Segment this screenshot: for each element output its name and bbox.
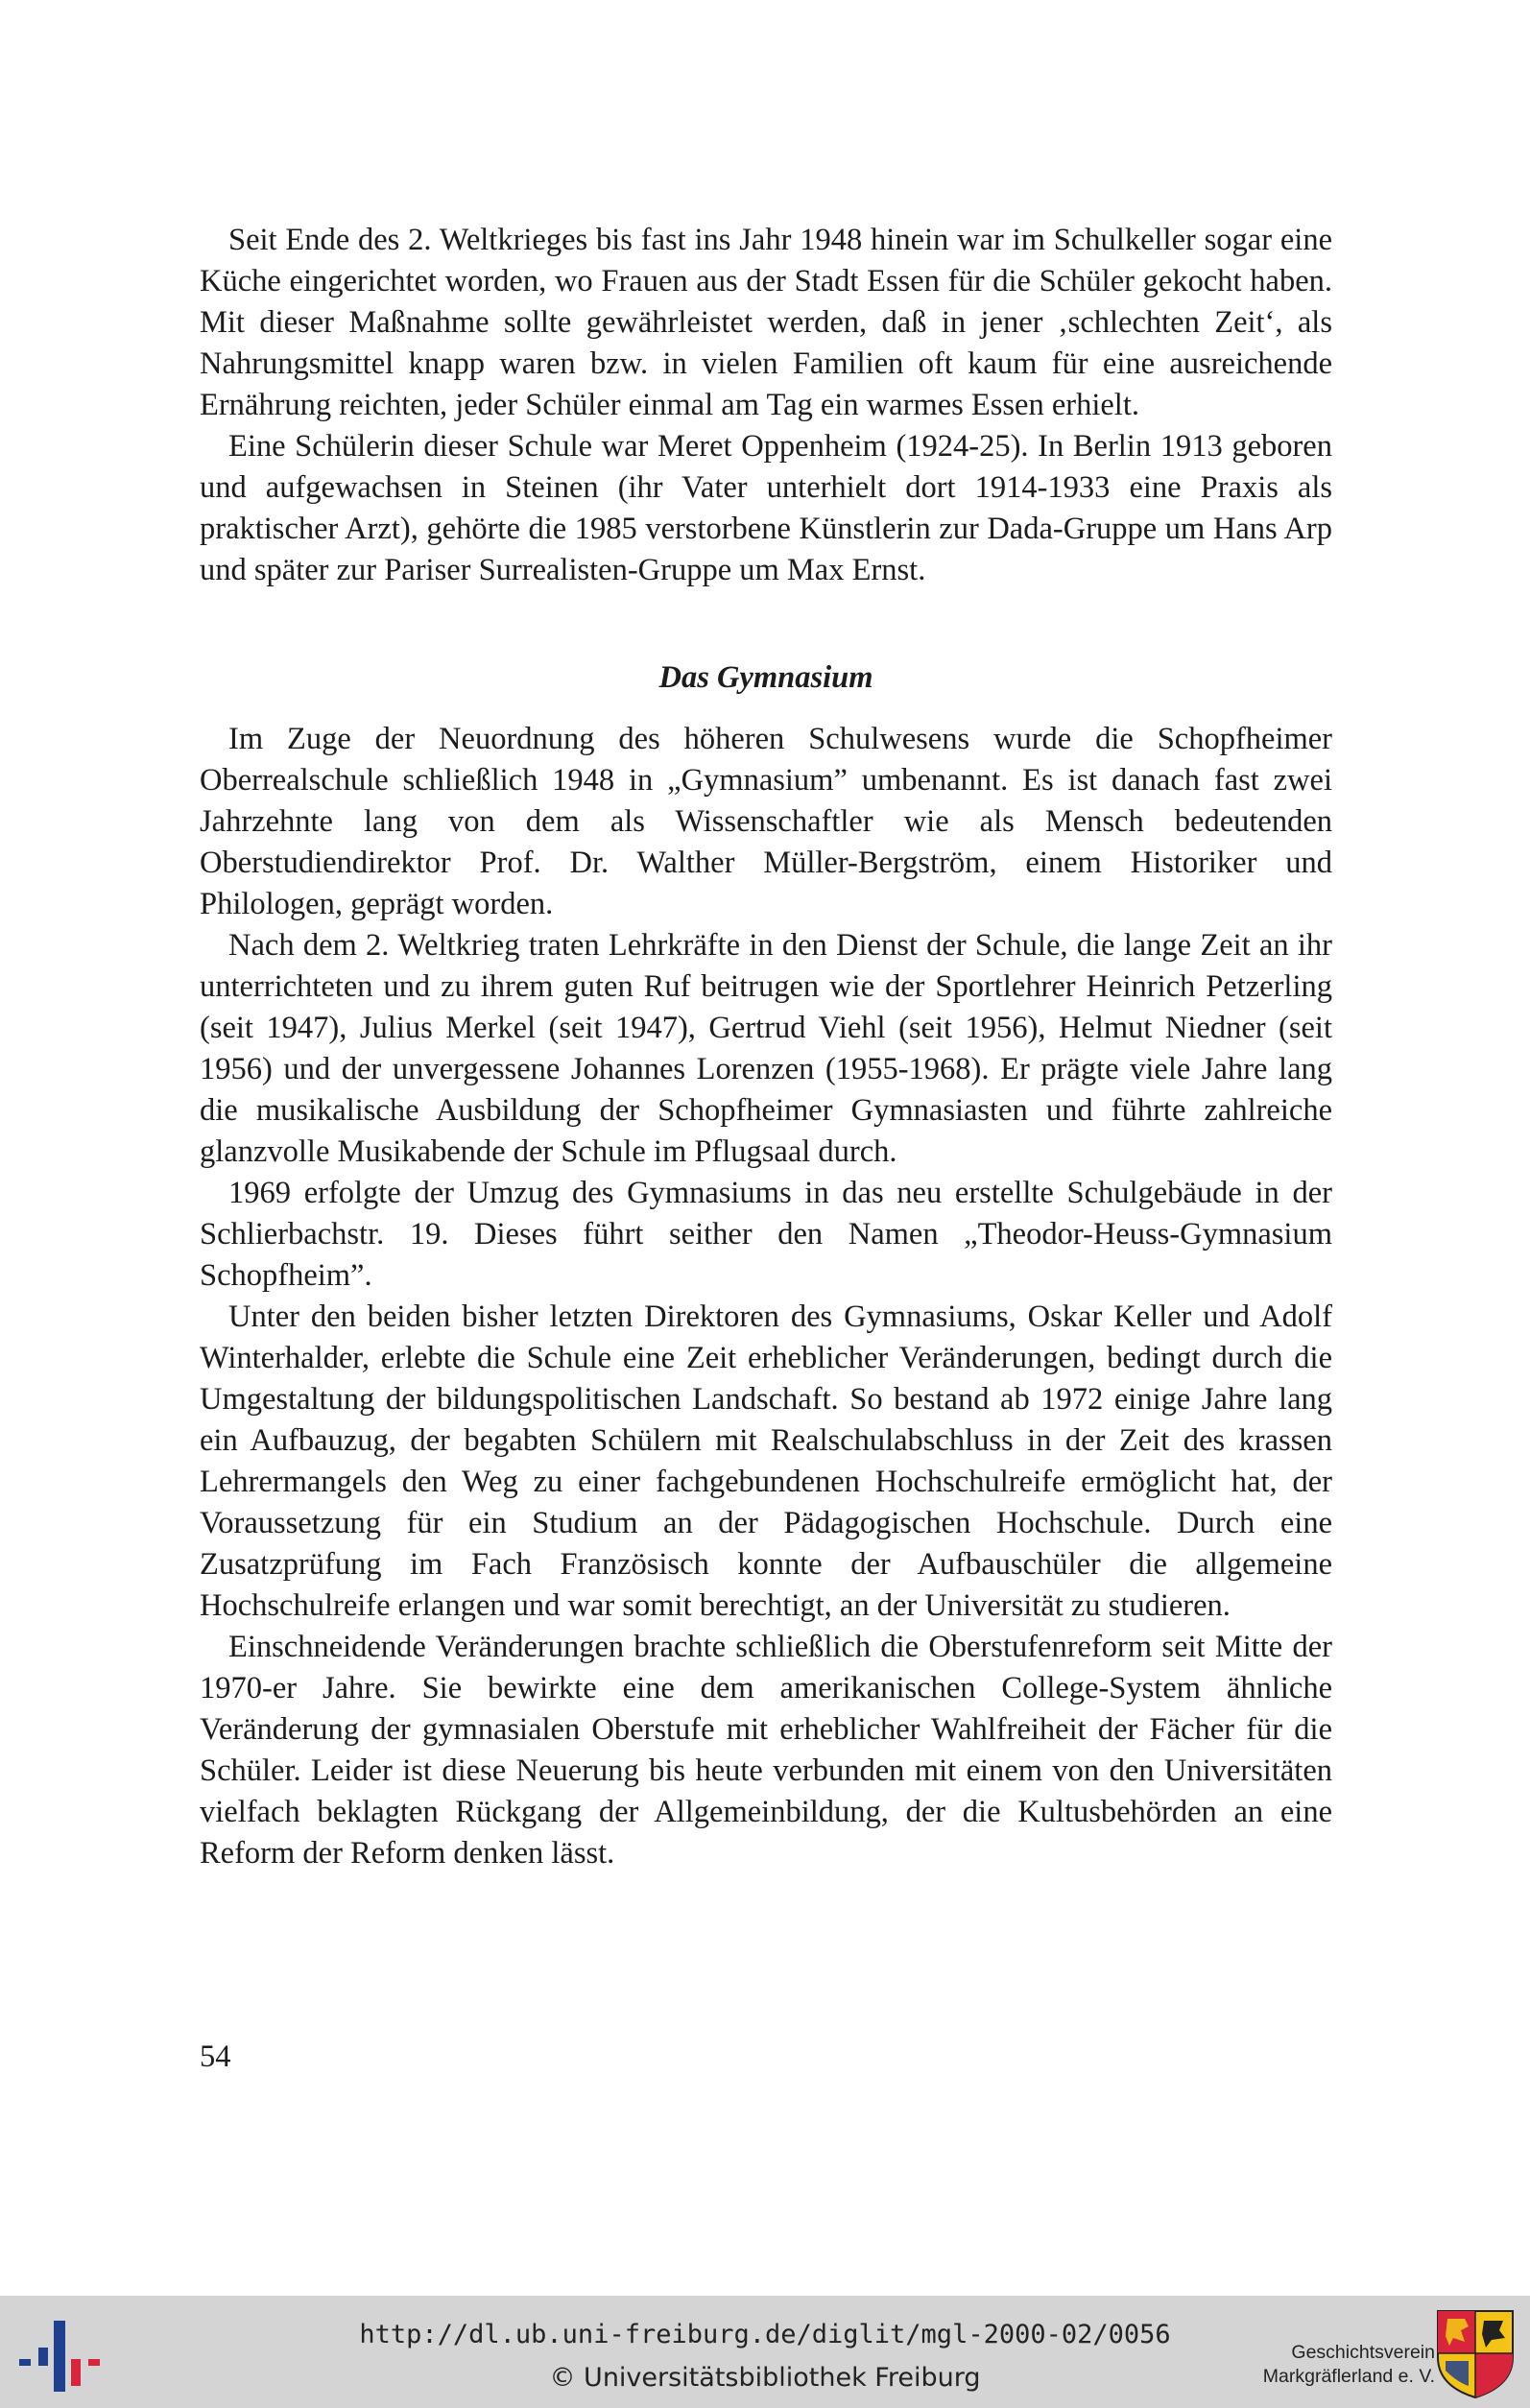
- footer-copyright: © Universitätsbibliothek Freiburg: [549, 2363, 981, 2393]
- paragraph: Einschneidende Veränderungen brachte schließlich die Oberstufenreform seit Mitte der 1970-er Jahre. Sie bewirkte eine dem amerikanischen College-System ähnliche Veränderung der gymnasialen Oberstufe mit erheblicher Wahlfreiheit der Fächer für die Schüler. Leider ist diese Neuerung bis heute verbunden mit einem von den Universitäten vielfach beklagten Rückgang der Allgemeinbildung, der die Kultusbehörden an eine Reform der Reform denken lässt.: [200, 1630, 1332, 1871]
- society-name-line: Markgräflerland e. V.: [1262, 2366, 1435, 2387]
- page-number: 54: [200, 2039, 231, 2074]
- paragraph: Seit Ende des 2. Weltkrieges bis fast ins Jahr 1948 hinein war im Schulkeller sogar eine Küche eingerichtet worden, wo Frauen aus der Stadt Essen für die Schüler gekocht haben. Mit dieser Maßnahme sollte gewährleistet werden, daß in jener ‚schlechten Zeit‘, als Nahrungsmittel knapp waren bzw. in vielen Familien oft kaum für eine ausreichende Ernährung reichten, jeder Schüler einmal am Tag ein warmes Essen erhielt.: [200, 223, 1332, 422]
- paragraph: Unter den beiden bisher letzten Direktoren des Gymnasiums, Oskar Keller und Adolf Winterhalder, erlebte die Schule eine Zeit erheblicher Veränderungen, bedingt durch die Umgestaltung der bildungspolitischen Landschaft. So bestand ab 1972 einige Jahre lang ein Aufbauzug, der begabten Schülern mit Realschulabschluss in der Zeit des krassen Lehrermangels den Weg zu einer fachgebundenen Hochschulreife ermöglicht hat, der Voraussetzung für ein Studium an der Pädagogischen Hochschule. Durch eine Zusatzprüfung im Fach Französisch konnte der Aufbauschüler die allgemeine Hochschulreife erlangen und war somit berechtigt, an der Universität zu studieren.: [200, 1299, 1332, 1623]
- page-body: [200, 220, 1332, 1874]
- society-name: [1205, 2341, 1435, 2389]
- society-name-line: Geschichtsverein: [1291, 2342, 1435, 2363]
- paragraph: Im Zuge der Neuordnung des höheren Schulwesens wurde die Schopfheimer Oberrealschule schließlich 1948 in „Gymnasium” umbenannt. Es ist danach fast zwei Jahrzehnte lang von dem als Wissenschaftler wie als Mensch bedeutenden Oberstudiendirektor Prof. Dr. Walther Müller-Bergström, einem Historiker und Philologen, geprägt worden.: [200, 722, 1332, 921]
- paragraph: 1969 erfolgte der Umzug des Gymnasiums in das neu erstellte Schulgebäude in der Schlierbachstr. 19. Dieses führt seither den Namen „Theodor-Heuss-Gymnasium Schopfheim”.: [200, 1176, 1332, 1293]
- coat-of-arms-icon: [1436, 2309, 1515, 2399]
- section-heading: Das Gymnasium: [658, 660, 873, 695]
- paragraph: Nach dem 2. Weltkrieg traten Lehrkräfte in den Dienst der Schule, die lange Zeit an ihr unterrichteten und zu ihrem guten Ruf beitrugen wie der Sportlehrer Heinrich Petzerling (seit 1947), Julius Merkel (seit 1947), Gertrud Viehl (seit 1956), Helmut Niedner (seit 1956) und der unvergessene Johannes Lorenzen (1955-1968). Er prägte viele Jahre lang die musikalische Ausbildung der Schopfheimer Gymnasiasten und führte zahlreiche glanzvolle Musikabende der Schule im Pflugsaal durch.: [200, 928, 1332, 1169]
- paragraph: Eine Schülerin dieser Schule war Meret Oppenheim (1924-25). In Berlin 1913 geboren und aufgewachsen in Steinen (ihr Vater unterhielt dort 1914-1933 eine Praxis als praktischer Arzt), gehörte die 1985 verstorbene Künstlerin zur Dada-Gruppe um Hans Arp und später zur Pariser Surrealisten-Gruppe um Max Ernst.: [200, 429, 1332, 587]
- footer-url-link[interactable]: http://dl.ub.uni-freiburg.de/diglit/mgl-2000-02/0056: [359, 2320, 1171, 2349]
